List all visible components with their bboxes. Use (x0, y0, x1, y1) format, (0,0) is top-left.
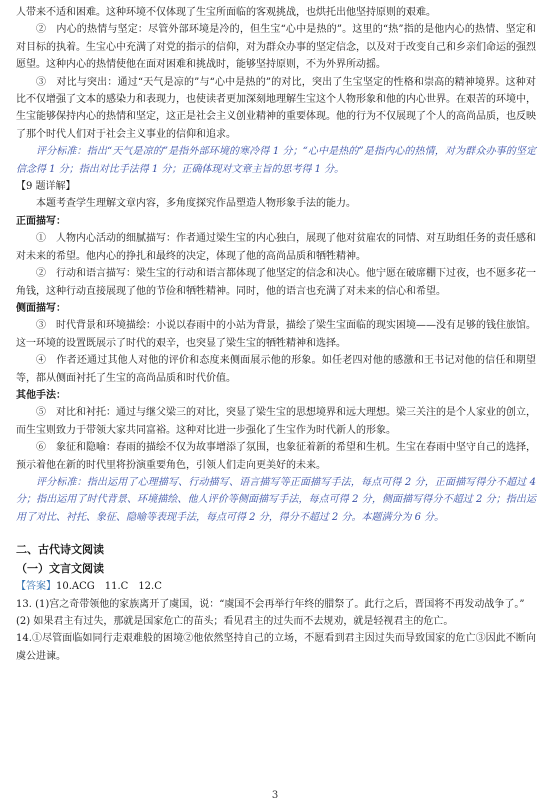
answer-tag: 【答案】 (16, 581, 56, 593)
paragraph: 本题考查学生理解文章内容，多角度探究作品塑造人物形象手法的能力。 (36, 198, 356, 210)
paragraph: ⑥ 象征和隐喻：春雨的描绘不仅为故事增添了氛围，也象征着新的希望和生机。生宝在春雨中坚守自己的选择，预示着他在新的时代里将扮演重要角色，引领人们走向更美好的未来。 (16, 442, 536, 471)
paragraph: ③ 对比与突出：通过“天气是凉的”与“心中是热的”的对比，突出了生宝坚定的性格和崇高的精神境界。这种对比不仅增强了文本的感染力和表现力，也使读者更加深刻地理解生宝这个人物形象和他的内心世界。在艰苦的环境中，生宝能够保持内心的热情和坚定，这正是社会主义创业精神的重要体现。他的行为不仅展现了个人的高尚品质，也反映了那个时代人们对于社会主义事业的信仰和追求。 (16, 76, 536, 140)
answer-values: 10.ACG 11.C 12.C (56, 581, 162, 593)
section-heading: 二、古代诗文阅读 (16, 543, 104, 557)
paragraph: ③ 时代背景和环境描绘：小说以春雨中的小站为背景，描绘了梁生宝面临的现实困境——没有足够的钱住旅馆。这一环境的设置既展示了时代的艰辛，也突显了梁生宝的牺牲精神和选择。 (16, 320, 536, 349)
subheading: 其他手法： (16, 389, 66, 401)
paragraph: 14.①尽管面临如同行走艰难般的困境②他依然坚持自己的立场，不愿看到君主因过失而导致国家的危亡③因此不断向虞公进谏。 (16, 633, 536, 662)
scoring-criteria: 评分标准：指出运用了心理描写、行动描写、语言描写等正面描写手法，每点可得 2 分，正面描写得分不超过 4 分；指出运用了时代背景、环境描绘、他人评价等侧面描写手法，每点可得 2 分，侧面描写得分不超过 2 分；指出运用了对比、衬托、象征、隐喻等表现手法，每点可得 2 分，得分不超过 2 分。本题满分为 6 分。 (16, 476, 536, 523)
document-page (16, 4, 536, 665)
paragraph: (2) 如果君主有过失，那就是国家危亡的苗头；看见君主的过失而不去规劝，就是轻视君主的危亡。 (16, 616, 454, 627)
section-label: 【9 题详解】 (16, 181, 76, 193)
answer-line (16, 578, 536, 595)
paragraph: 13. (1)宫之奇带领他的家族离开了虞国，说：“虞国不会再举行年终的腊祭了。此行之后，晋国将不再发动战争了。” (16, 598, 525, 610)
paragraph: ② 行动和语言描写：梁生宝的行动和语言都体现了他坚定的信念和决心。他宁愿在破席棚下过夜，也不愿多花一角钱，这种行动直接展现了他的节俭和牺牲精神。同时，他的语言也充满了对未来的信心和希望。 (16, 268, 536, 297)
spacer (16, 526, 536, 540)
paragraph: ⑤ 对比和衬托：通过与继父梁三的对比，突显了梁生宝的思想境界和远大理想。梁三关注的是个人家业的创立，而生宝则致力于带领大家共同富裕。这种对比进一步强化了生宝作为时代新人的形象。 (16, 407, 536, 436)
section-subheading: （一）文言文阅读 (16, 562, 104, 576)
paragraph: ② 内心的热情与坚定：尽管外部环境是冷的，但生宝“心中是热的”。这里的“热”指的是他内心的热情、坚定和对目标的执着。生宝心中充满了对党的指示的信仰，对为群众办事的坚定信念，以及对于改变自己和乡亲们命运的强烈愿望。这种内心的热情使他在面对困难和挑战时，能够坚持原则，不为外界所动摇。 (16, 24, 536, 71)
paragraph: ① 人物内心活动的细腻描写：作者通过梁生宝的内心独白，展现了他对贫雇农的同情、对互助组任务的责任感和对未来的希望。他内心的挣扎和最终的决定，体现了他的高尚品质和牺牲精神。 (16, 233, 536, 262)
paragraph: ④ 作者还通过其他人对他的评价和态度来侧面展示他的形象。如任老四对他的感激和王书记对他的信任和期望等，都从侧面衬托了生宝的高尚品质和时代价值。 (16, 355, 536, 384)
text-line: 人带来不适和困难。这种环境不仅体现了生宝所面临的客观挑战，也烘托出他坚持原则的艰难。 (16, 7, 436, 18)
page-number: 3 (271, 790, 279, 801)
subheading: 正面描写： (16, 215, 66, 227)
scoring-criteria: 评分标准：指出“天气是凉的”是指外部环境的寒冷得 1 分；“心中是热的”是指内心的热情，对为群众办事的坚定信念得 1 分；指出对比手法得 1 分；正确体现对文章主旨的思考得 1 分。 (16, 146, 536, 175)
subheading: 侧面描写： (16, 302, 66, 314)
